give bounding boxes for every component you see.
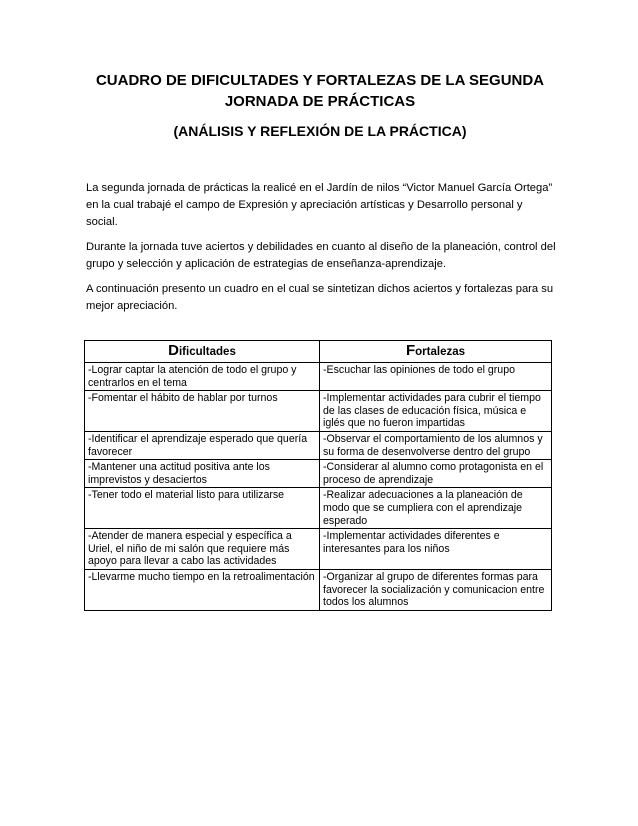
header-difficulties — [85, 341, 320, 363]
table-header-row — [85, 341, 552, 363]
difficulty-cell: -Identificar el aprendizaje esperado que quería favorecer — [85, 431, 320, 459]
difficulty-cell: -Atender de manera especial y específica a Uriel, el niño de mi salón que requiere más apoyo para llevar a cabo las actividades — [85, 529, 320, 570]
table-row — [85, 391, 552, 432]
document-title: CUADRO DE DIFICULTADES Y FORTALEZAS DE LA SEGUNDA JORNADA DE PRÁCTICAS — [95, 72, 545, 110]
header-rest: ortalezas — [415, 345, 466, 358]
strength-cell: -Organizar al grupo de diferentes formas para favorecer la socialización y comunicacion entre todos los alumnos — [320, 569, 552, 610]
strength-cell: -Implementar actividades para cubrir el tiempo de las clases de educación física, música e iglés que no fueron impartidas — [320, 391, 552, 432]
paragraph: La segunda jornada de prácticas la realicé en el Jardín de nilos “Victor Manuel García Ortega” en la cual trabajé el campo de Expresión y apreciación artísticas y Desarrollo personal y social. — [86, 182, 553, 228]
intro-paragraphs — [86, 180, 556, 323]
table-row — [85, 488, 552, 529]
strength-cell: -Realizar adecuaciones a la planeación de modo que se cumpliera con el aprendizaje esperado — [320, 488, 552, 529]
table-row — [85, 431, 552, 459]
strength-cell: -Observar el comportamiento de los alumnos y su forma de desenvolverse dentro del grupo — [320, 431, 552, 459]
header-rest: ificultades — [178, 345, 236, 358]
paragraph: Durante la jornada tuve aciertos y debilidades en cuanto al diseño de la planeación, control del grupo y selección y aplicación de estrategias de enseñanza-aprendizaje. — [86, 241, 556, 270]
strength-cell: -Considerar al alumno como protagonista en el proceso de aprendizaje — [320, 460, 552, 488]
header-strengths — [320, 341, 552, 363]
difficulty-cell: -Lograr captar la atención de todo el grupo y centrarlos en el tema — [85, 363, 320, 391]
header-initial: F — [405, 341, 416, 359]
difficulty-cell: -Llevarme mucho tiempo en la retroalimentación — [85, 569, 320, 610]
strength-cell: -Escuchar las opiniones de todo el grupo — [320, 363, 552, 391]
table-row — [85, 363, 552, 391]
difficulties-strengths-table — [84, 340, 552, 611]
table-row — [85, 529, 552, 570]
document-subtitle: (ANÁLISIS Y REFLEXIÓN DE LA PRÁCTICA) — [173, 123, 467, 139]
difficulty-cell: -Fomentar el hábito de hablar por turnos — [85, 391, 320, 432]
header-initial: D — [168, 341, 179, 359]
difficulty-cell: -Tener todo el material listo para utilizarse — [85, 488, 320, 529]
table-row — [85, 460, 552, 488]
difficulty-cell: -Mantener una actitud positiva ante los imprevistos y desaciertos — [85, 460, 320, 488]
paragraph: A continuación presento un cuadro en el cual se sintetizan dichos aciertos y fortalezas para su mejor apreciación. — [86, 283, 554, 312]
strength-cell: -Implementar actividades diferentes e interesantes para los niños — [320, 529, 552, 570]
table-row — [85, 569, 552, 610]
